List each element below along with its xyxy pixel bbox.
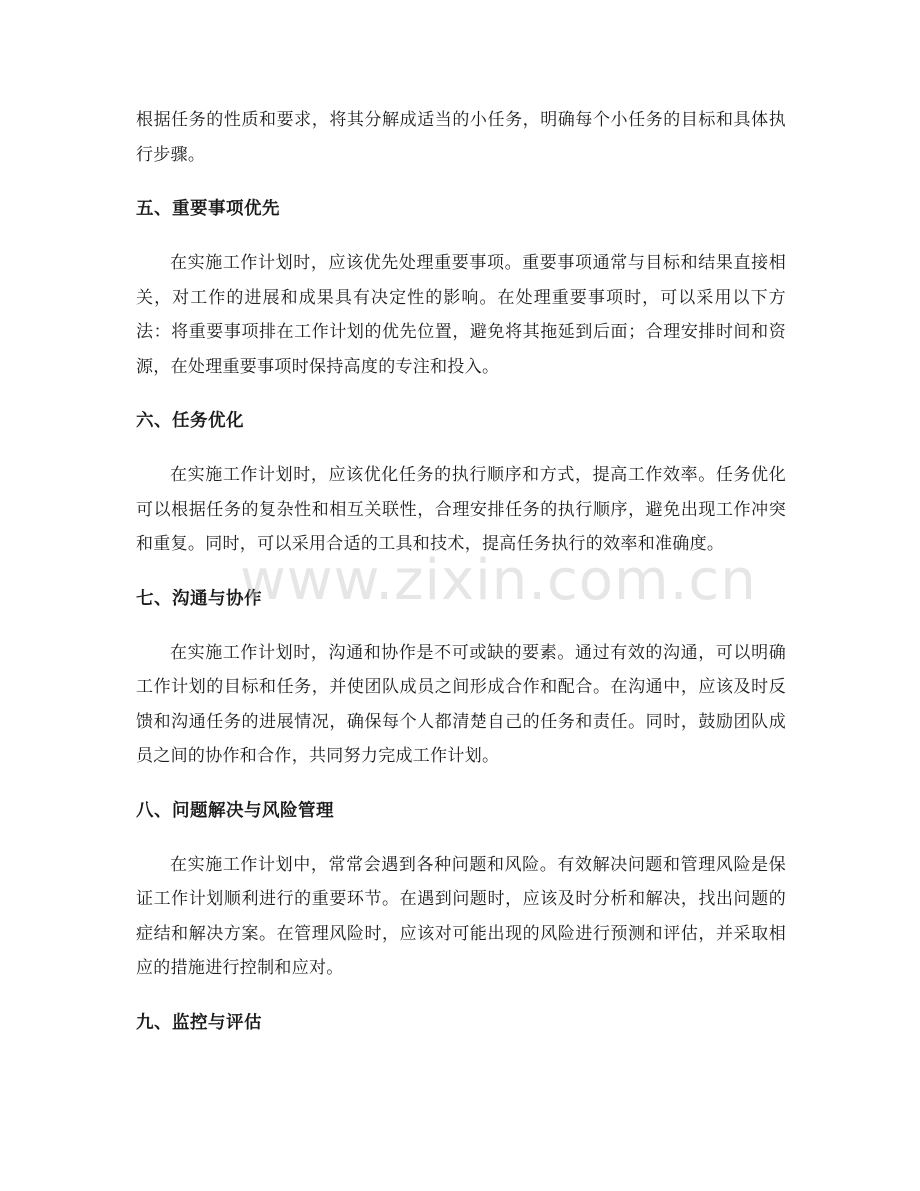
section-heading-8: 八、问题解决与风险管理 — [136, 800, 334, 821]
watermark-text: www.zixin.com.cn — [240, 548, 757, 613]
section-heading-9: 九、监控与评估 — [136, 1012, 262, 1033]
section-body-8: 在实施工作计划中，常常会遇到各种问题和风险。有效解决问题和管理风险是保证工作计划顺利进行的重要环节。在遇到问题时，应该及时分析和解决，找出问题的症结和解决方案。在管理风险时，应该对可能出现的风险进行预测和评估，并采取相应的措施进行控制和应对。 — [136, 854, 786, 978]
section-body-5: 在实施工作计划时，应该优先处理重要事项。重要事项通常与目标和结果直接相关，对工作的进展和成果具有决定性的影响。在处理重要事项时，可以采用以下方法：将重要事项排在工作计划的优先位置，避免将其拖延到后面；合理安排时间和资源，在处理重要事项时保持高度的专注和投入。 — [136, 253, 786, 377]
section-heading-7: 七、沟通与协作 — [136, 588, 262, 609]
intro-paragraph: 根据任务的性质和要求，将其分解成适当的小任务，明确每个小任务的目标和具体执行步骤。 — [136, 110, 786, 165]
document-content — [136, 103, 786, 1040]
section-heading-5: 五、重要事项优先 — [136, 199, 280, 219]
section-body-6: 在实施工作计划时，应该优化任务的执行顺序和方式，提高工作效率。任务优化可以根据任务的复杂性和相互关联性，合理安排任务的执行顺序，避免出现工作冲突和重复。同时，可以采用合适的工具和技术，提高任务执行的效率和准确度。 — [136, 465, 786, 554]
section-heading-6: 六、任务优化 — [136, 411, 244, 431]
section-body-7: 在实施工作计划时，沟通和协作是不可或缺的要素。通过有效的沟通，可以明确工作计划的目标和任务，并使团队成员之间形成合作和配合。在沟通中，应该及时反馈和沟通任务的进展情况，确保每个人都清楚自己的任务和责任。同时，鼓励团队成员之间的协作和合作，共同努力完成工作计划。 — [136, 642, 786, 766]
